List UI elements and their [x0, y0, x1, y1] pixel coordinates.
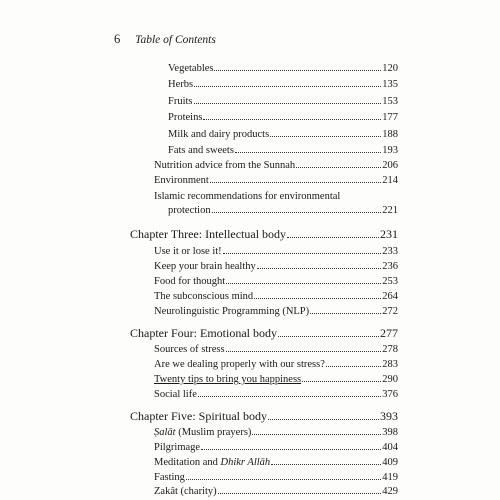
toc-entry-social-life[interactable] [154, 389, 398, 400]
toc-entry-label: Environment [154, 175, 209, 186]
toc-entry-label: Are we dealing properly with our stress? [154, 359, 325, 370]
toc-entry-brain-healthy[interactable] [154, 261, 398, 272]
toc-entry-label: Islamic recommendations for environmental [154, 191, 341, 202]
toc-entry-page: 214 [382, 175, 398, 186]
dot-leader [235, 151, 381, 153]
toc-chapter-label: Chapter Five: Spiritual body [130, 409, 267, 423]
toc-entry-page: 272 [382, 306, 398, 317]
toc-entry-label: Food for thought [154, 276, 226, 287]
toc-entry-page: 233 [382, 246, 398, 257]
dot-leader [257, 267, 381, 269]
toc-entry-page: 409 [382, 457, 398, 468]
toc-entry-label: Herbs [168, 79, 194, 90]
toc-entry-label: protection [168, 205, 211, 216]
toc-entry-label: Zakât (charity) [154, 486, 217, 497]
toc-entry-label: Ṣalāt (Muslim prayers) [154, 427, 252, 438]
dot-leader [310, 312, 381, 314]
toc-entry-label: The subconscious mind [154, 291, 254, 302]
toc-entry-fasting[interactable] [154, 472, 398, 483]
dot-leader [326, 365, 381, 367]
dot-leader [302, 380, 381, 382]
toc-entry-label: Vegetables [168, 63, 214, 74]
toc-chapter-four[interactable] [130, 326, 398, 341]
toc-entry-food-thought[interactable] [154, 276, 398, 287]
toc-entry-label: Sources of stress [154, 344, 225, 355]
dot-leader [210, 181, 381, 183]
toc-entry-label: Use it or lose it! [154, 246, 222, 257]
page-title: Table of Contents [135, 34, 216, 46]
toc-entry-label: Milk and dairy products [168, 129, 270, 140]
toc-entry-page: 236 [382, 261, 398, 272]
toc-entry-proteins[interactable] [168, 112, 398, 123]
toc-entry-page: 429 [382, 486, 398, 497]
dot-leader [278, 335, 379, 337]
toc-entry-page: 188 [382, 129, 398, 140]
toc-entry-label: Meditation and Dhikr Allāh [154, 457, 271, 468]
toc-chapter-page: 393 [380, 409, 398, 423]
dot-leader [226, 282, 381, 284]
dot-leader [254, 297, 381, 299]
toc-entry-page: 419 [382, 472, 398, 483]
toc-entry-zakat[interactable] [154, 486, 398, 497]
toc-entry-nutrition-sunnah[interactable] [154, 160, 398, 171]
toc-entry-sources-stress[interactable] [154, 344, 398, 355]
toc-entry-subconscious[interactable] [154, 291, 398, 302]
dot-leader [226, 350, 382, 352]
toc-entry-islamic-recommendations[interactable] [154, 191, 340, 202]
toc-entry-label: Fasting [154, 472, 185, 483]
toc-entry-milk-dairy[interactable] [168, 129, 398, 140]
toc-entry-fruits[interactable] [168, 96, 398, 107]
toc-chapter-page: 277 [380, 326, 398, 340]
toc-entry-label: Keep your brain healthy [154, 261, 256, 272]
dot-leader [201, 448, 381, 450]
toc-entry-page: 283 [382, 359, 398, 370]
dot-leader [296, 166, 381, 168]
toc-chapter-label: Chapter Four: Emotional body [130, 326, 277, 340]
dot-leader [198, 395, 381, 397]
dot-leader [203, 118, 381, 120]
toc-entry-page: 135 [382, 79, 398, 90]
toc-entry-page: 264 [382, 291, 398, 302]
dot-leader [223, 252, 382, 254]
toc-entry-page: 120 [382, 63, 398, 74]
toc-entry-page: 177 [382, 112, 398, 123]
toc-entry-label: Proteins [168, 112, 203, 123]
toc-entry-salat[interactable] [154, 427, 398, 438]
toc-chapter-label: Chapter Three: Intellectual body [130, 227, 287, 241]
dot-leader [194, 102, 382, 104]
dot-leader [252, 433, 381, 435]
toc-entry-page: 278 [382, 344, 398, 355]
toc-entry-page: 193 [382, 145, 398, 156]
toc-chapter-page: 231 [380, 227, 398, 241]
toc-entry-fats-sweets[interactable] [168, 145, 398, 156]
dot-leader [287, 236, 379, 238]
toc-entry-page: 206 [382, 160, 398, 171]
toc-entry-page: 253 [382, 276, 398, 287]
toc-entry-page: 221 [382, 205, 398, 216]
toc-entry-page: 404 [382, 442, 398, 453]
toc-entry-page: 376 [382, 389, 398, 400]
page-header [114, 32, 216, 47]
toc-chapter-five[interactable] [130, 409, 398, 424]
dot-leader [214, 69, 381, 71]
toc-entry-label: Fruits [168, 96, 193, 107]
page-number: 6 [114, 32, 121, 46]
dot-leader [212, 211, 382, 213]
toc-entry-twenty-tips[interactable] [154, 374, 398, 385]
toc-entry-label: Pilgrimage [154, 442, 201, 453]
dot-leader [270, 135, 381, 137]
toc-entry-nlp[interactable] [154, 306, 398, 317]
dot-leader [218, 492, 382, 494]
toc-entry-meditation[interactable] [154, 457, 398, 468]
toc-entry-use-it[interactable] [154, 246, 398, 257]
toc-entry-label: Twenty tips to bring you happiness [154, 374, 302, 385]
toc-entry-page: 153 [382, 96, 398, 107]
toc-entry-dealing-stress[interactable] [154, 359, 398, 370]
toc-entry-page: 398 [382, 427, 398, 438]
dot-leader [268, 418, 379, 420]
toc-entry-environment[interactable] [154, 175, 398, 186]
dot-leader [271, 463, 381, 465]
toc-entry-protection[interactable] [168, 205, 398, 216]
toc-entry-label: Neurolinguistic Programming (NLP) [154, 306, 310, 317]
toc-entry-herbs[interactable] [168, 79, 398, 90]
toc-entry-label: Nutrition advice from the Sunnah [154, 160, 296, 171]
toc-entry-label: Social life [154, 389, 197, 400]
dot-leader [194, 85, 381, 87]
toc-entry-pilgrimage[interactable] [154, 442, 398, 453]
toc-entry-page: 290 [382, 374, 398, 385]
dot-leader [186, 478, 381, 480]
toc-chapter-three[interactable] [130, 227, 398, 242]
toc-entry-vegetables[interactable] [168, 63, 398, 74]
toc-entry-label: Fats and sweets [168, 145, 234, 156]
